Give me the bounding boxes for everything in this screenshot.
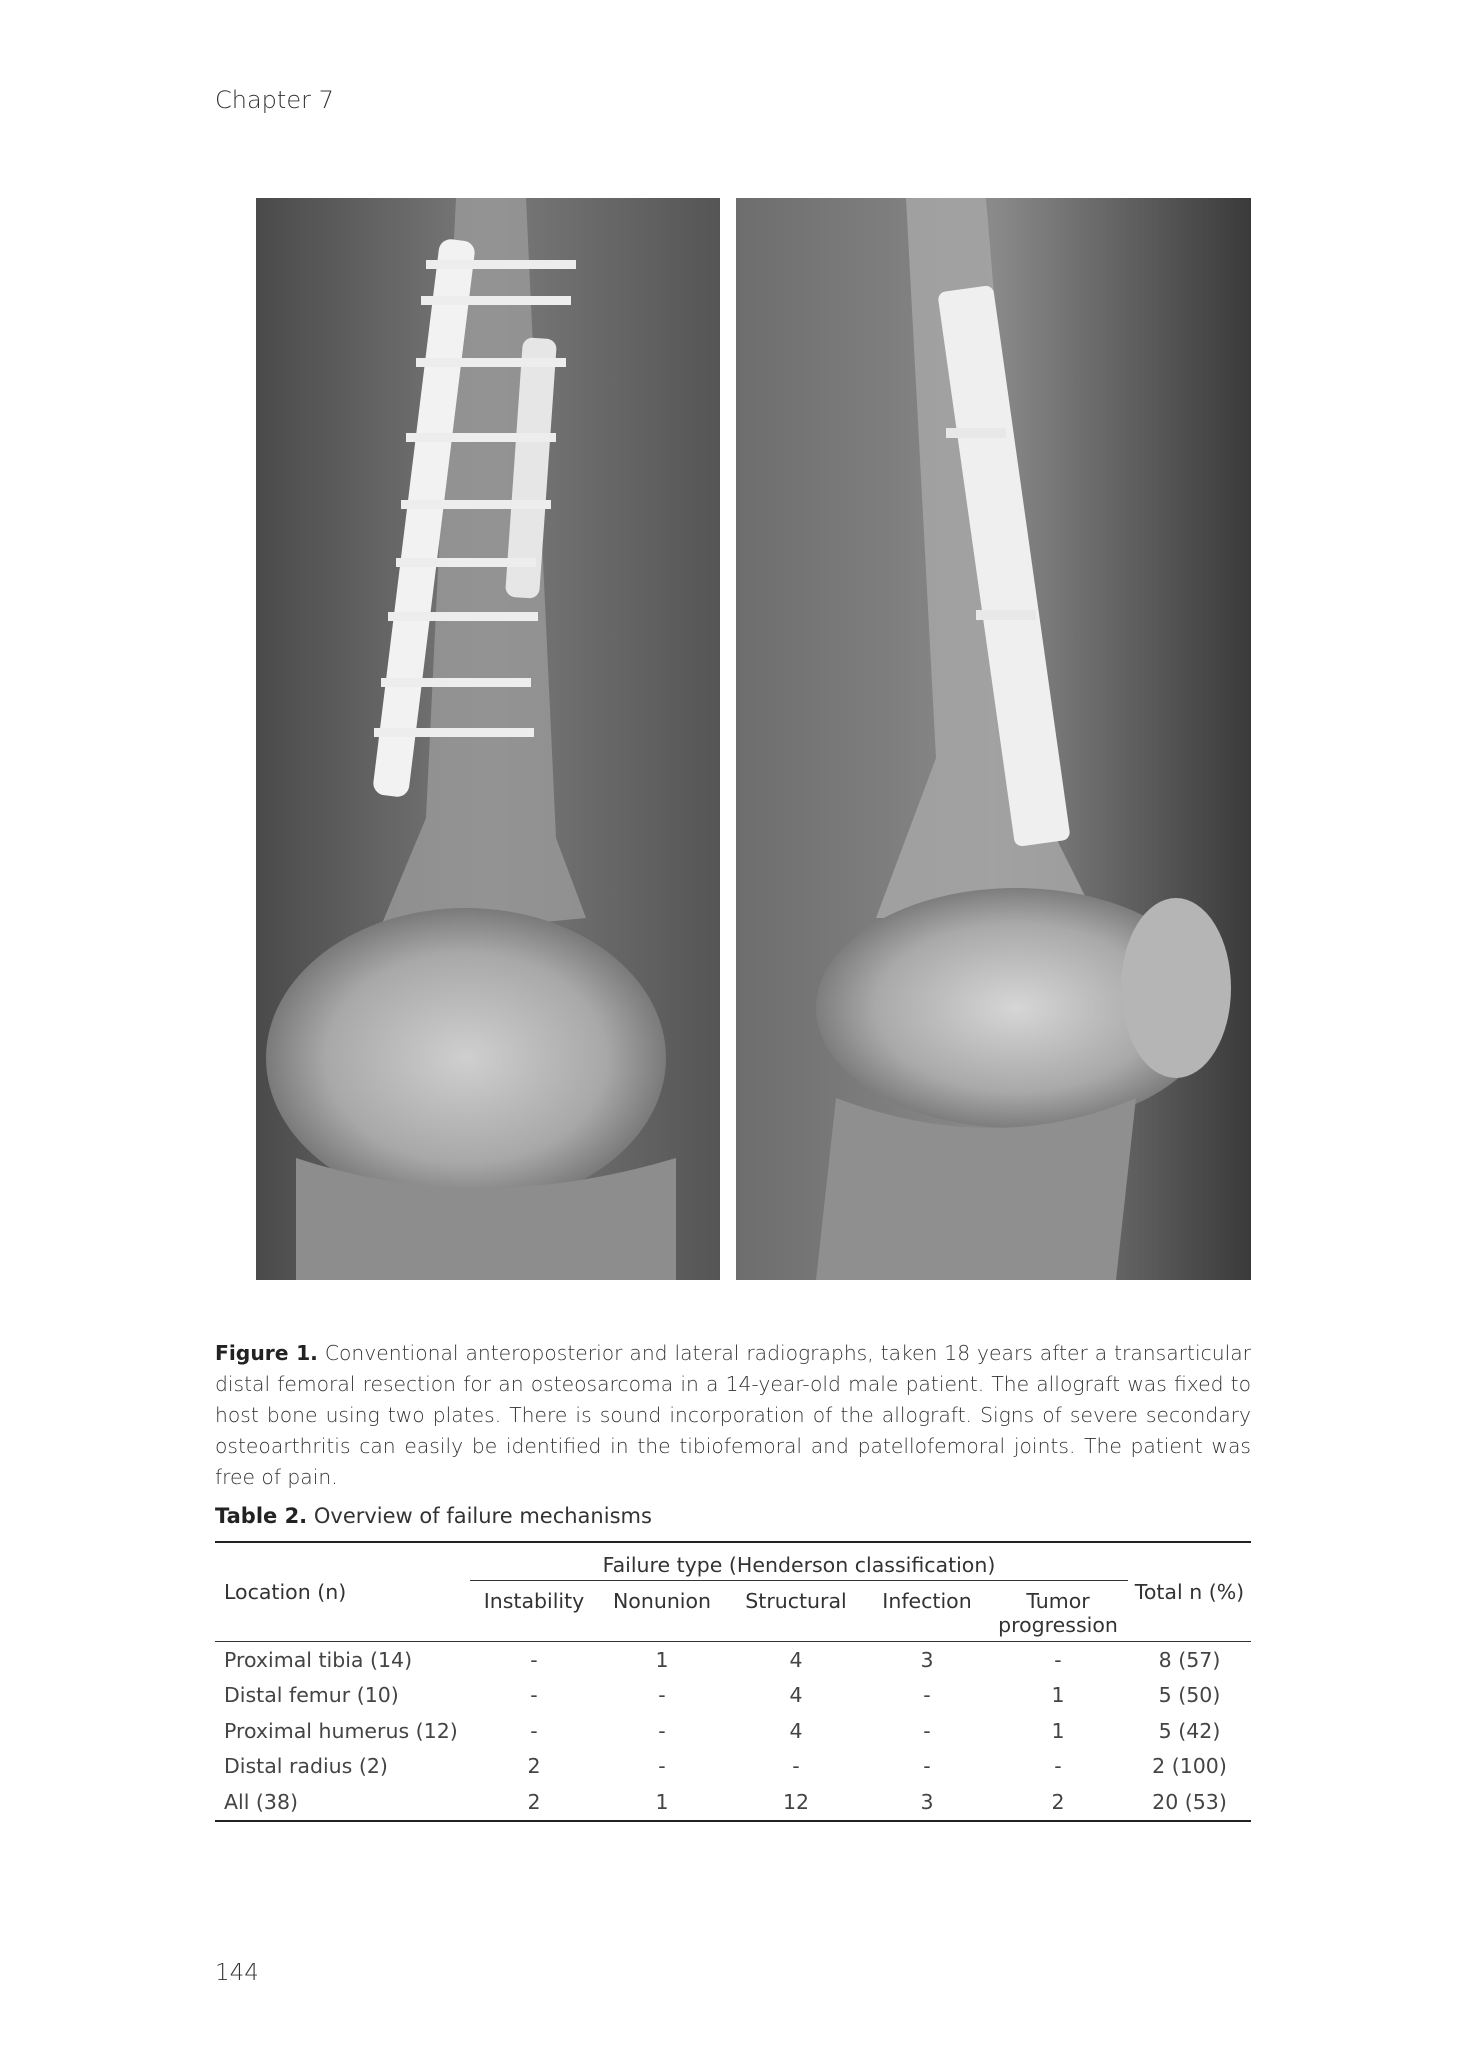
cell: 4 <box>789 1647 803 1672</box>
cell: 2 <box>527 1754 541 1779</box>
cell: 8 (57) <box>1158 1647 1221 1672</box>
cell-location: Proximal tibia (14) <box>224 1647 413 1672</box>
page-number: 144 <box>215 1960 259 1986</box>
cell: 1 <box>655 1647 669 1672</box>
cell: 3 <box>920 1647 934 1672</box>
col-infection: Infection <box>866 1581 988 1642</box>
cell: 3 <box>866 1784 988 1821</box>
cell: 2 (100) <box>1152 1754 1227 1779</box>
failure-table <box>215 1541 1251 1822</box>
table-label: Table 2. <box>215 1504 308 1528</box>
cell: - <box>530 1718 538 1743</box>
cell-location: All (38) <box>215 1784 470 1821</box>
cell-location: Distal radius (2) <box>224 1754 388 1779</box>
figure-label: Figure 1. <box>215 1341 318 1366</box>
running-head: Chapter 7 <box>215 86 334 114</box>
col-total: Total n (%) <box>1128 1543 1251 1642</box>
cell: - <box>658 1718 666 1743</box>
cell: 4 <box>789 1718 803 1743</box>
cell-location: Distal femur (10) <box>224 1683 399 1708</box>
ap-radiograph-image <box>256 198 720 1280</box>
cell: - <box>792 1754 800 1779</box>
cell: 1 <box>598 1784 726 1821</box>
cell: - <box>658 1754 666 1779</box>
cell: - <box>923 1718 931 1743</box>
cell: - <box>923 1683 931 1708</box>
col-location: Location (n) <box>215 1543 470 1642</box>
figure-caption-text: Conventional anteroposterior and lateral radiographs, taken 18 years after a transarticular distal femoral resection for an osteosarcoma in a 14-year-old male patient. The allograft was fixed to host bone using two plates. There is sound incorporation of the allograft. Signs of severe secondary osteoarthritis can easily be identified in the tibiofemoral and patellofemoral joints. The patient was free of pain. <box>215 1341 1251 1490</box>
group-header-failure-type: Failure type (Henderson classification) <box>470 1543 1128 1581</box>
cell: 4 <box>789 1683 803 1708</box>
cell: 5 (50) <box>1158 1683 1221 1708</box>
cell: - <box>1054 1754 1062 1779</box>
cell: 1 <box>1051 1718 1065 1743</box>
table-row <box>215 1642 1251 1678</box>
table-title <box>215 1504 652 1528</box>
cell: 12 <box>726 1784 866 1821</box>
col-instability: Instability <box>470 1581 598 1642</box>
table-title-text: Overview of failure mechanisms <box>313 1504 652 1528</box>
figure-1 <box>256 198 1251 1280</box>
table-row-total <box>215 1784 1251 1821</box>
cell: 2 <box>988 1784 1128 1821</box>
cell: - <box>1054 1647 1062 1672</box>
figure-caption <box>215 1338 1251 1493</box>
cell: 2 <box>470 1784 598 1821</box>
table-row <box>215 1678 1251 1714</box>
table-row <box>215 1749 1251 1785</box>
cell: - <box>530 1647 538 1672</box>
cell: - <box>923 1754 931 1779</box>
col-structural: Structural <box>726 1581 866 1642</box>
cell: 1 <box>1051 1683 1065 1708</box>
col-nonunion: Nonunion <box>598 1581 726 1642</box>
cell: 5 (42) <box>1158 1718 1221 1743</box>
col-tumor-progression: Tumor progression <box>988 1581 1128 1642</box>
cell: - <box>658 1683 666 1708</box>
cell: - <box>530 1683 538 1708</box>
table-row <box>215 1713 1251 1749</box>
lateral-radiograph-image <box>736 198 1251 1280</box>
cell-location: Proximal humerus (12) <box>224 1718 458 1743</box>
cell: 20 (53) <box>1128 1784 1251 1821</box>
